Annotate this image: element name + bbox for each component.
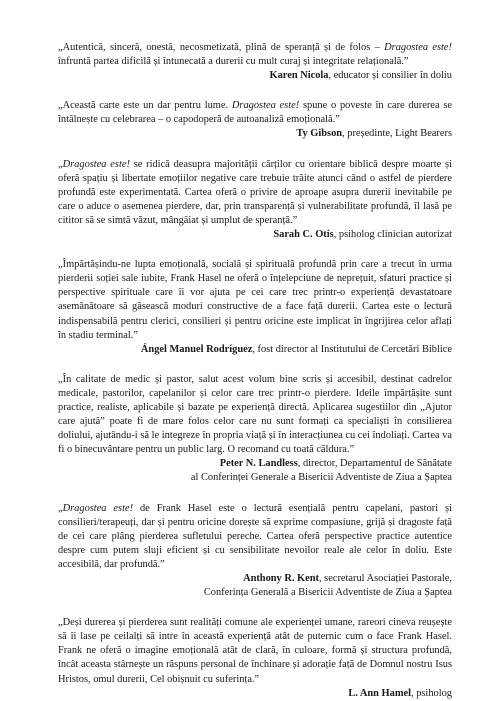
quote-text: „	[58, 158, 63, 170]
endorser-name: Ángel Manuel Rodríguez	[140, 343, 253, 355]
endorsement-block	[58, 616, 452, 701]
quote-text: „Deși durerea și pierderea sunt realități comune ale experienței umane, rareori cineva reușește să îi lase pe ceilalți să intre în această experiență atât de puternic cum o face Frank Hasel. Frank ne oferă o imagine emoțională atât de clară, în culoare, formă și structura profundă, încât aceasta stârnește un răspuns personal de închinare și adorație față de Domnul nostru Isus Hristos, omul durerii, Cel obișnuit cu suferința.”	[58, 617, 452, 685]
endorser-role: , educator și consilier în doliu	[328, 70, 452, 82]
quote-text: de Frank Hasel este o lectură esențială pentru capelani, pastori și consilieri/terapeuți, dar și pentru oricine dorește să exprime compasiune, grijă și dragoste față de cei care plâng pierderea sufletului pereche. Cartea oferă perspective practice autentice despre cum putem sluji eficient și cu sensibilitate nevoilor reale ale celor în doliu. Este accesibilă, dar profundă.”	[58, 502, 452, 570]
endorser-attribution	[58, 343, 452, 357]
endorser-attribution	[58, 471, 452, 485]
endorser-attribution	[58, 228, 452, 242]
quote-text: se ridică deasupra majorității cărților cu orientare biblică despre moarte și oferă spațiu și libertate emoțiilor negative care trebuie trăite atunci când o astfel de pierdere profundă este experimentată. Cartea oferă o privire de aproape asupra durerii inevitabile pe care o aduce o asemenea pierdere, dar, prin transparență și vulnerabilitate profundă, îl lasă pe cititor să se simtă văzut, mângâiat și umplut de speranță.”	[58, 158, 452, 226]
endorsements-list	[58, 41, 452, 701]
endorsement-quote	[58, 616, 452, 686]
book-title: Dragostea este!	[231, 100, 300, 112]
quote-text: „Autentică, sinceră, onestă, necosmetizată, plină de speranță și de folos –	[58, 42, 385, 53]
endorser-role: Conferința Generală a Bisericii Adventiste de Ziua a Șaptea	[203, 587, 452, 599]
endorser-role: , fost director al Institutului de Cercetări Biblice	[252, 343, 452, 355]
endorsement-block	[58, 41, 452, 83]
endorser-name: Karen Nicola	[269, 70, 329, 82]
endorsement-block	[58, 373, 452, 486]
quote-text: „Împărtășindu-ne lupta emoțională, socială și spirituală profundă prin care a trecut în urma pierderii soției sale iubite, Frank Hasel ne oferă o înțelepciune de neprețuit, sfaturi practice și perspective spirituale care îi vor ajuta pe cei care trec printr-o experiență devastatoare asemănătoare să găsească moduri constructive de a face față durerii. Cartea este o lectură indispensabilă pentru clerici, consilieri și pentru oricine este implicat în îngrijirea celor aflați în stadiu terminal.”	[58, 259, 452, 341]
endorser-name: Peter N. Landless	[219, 458, 298, 470]
book-title: Dragostea este!	[384, 42, 452, 53]
quote-text: „În calitate de medic și pastor, salut acest volum bine scris și accesibil, destinat cadrelor medicale, pastorilor, capelanilor și celor care trec printr-o pierdere. Ideile împărtășite sunt practice, realiste, aplicabile și bazate pe experiență directă. Aplicarea sugestiilor din „Ajutor care ajută” poate fi de mare folos celor care nu sunt formați ca specialiști în consilierea doliului, ajutându-i să le integreze în propria viață și în interacțiunea cu cei îndoliați. Cartea va fi o binecuvântare pentru un public larg. O recomand cu toată căldura.”	[58, 373, 452, 456]
endorsement-quote	[58, 502, 452, 572]
quote-text: „	[58, 502, 63, 514]
endorser-attribution	[58, 69, 452, 83]
endorser-role: al Conferinței Generale a Bisericii Adventiste de Ziua a Șaptea	[190, 472, 452, 484]
endorser-attribution	[58, 457, 452, 471]
endorser-attribution	[58, 127, 452, 141]
endorsement-quote	[58, 373, 452, 458]
book-title: Dragostea este!	[62, 502, 134, 514]
endorser-role: , director, Departamentul de Sănătate	[297, 458, 452, 470]
endorser-role: , psiholog	[411, 687, 452, 699]
endorser-name: L. Ann Hamel	[348, 687, 411, 699]
endorsement-quote	[58, 41, 452, 69]
endorser-name: Ty Gibson	[296, 128, 343, 140]
endorsement-block	[58, 258, 452, 357]
endorser-name: Sarah C. Otis	[273, 229, 334, 241]
endorsement-quote	[58, 258, 452, 343]
endorser-name: Anthony R. Kent	[243, 573, 319, 584]
quote-text: înfruntă partea dificilă și întunecată a durerii cu mult curaj și integritate relațională.”	[58, 56, 409, 68]
endorsement-block	[58, 99, 452, 141]
endorser-role: , secretarul Asociației Pastorale,	[318, 573, 452, 584]
book-title: Dragostea este!	[62, 158, 130, 170]
quote-text: „Această carte este un dar pentru lume.	[58, 100, 232, 112]
endorsement-quote	[58, 99, 452, 127]
endorser-attribution	[58, 586, 452, 600]
endorser-attribution	[58, 572, 452, 586]
endorser-role: , psiholog clinician autorizat	[333, 229, 452, 241]
endorsement-block	[58, 158, 452, 243]
endorsement-quote	[58, 158, 452, 228]
endorser-attribution	[58, 687, 452, 701]
endorsement-block	[58, 502, 452, 601]
quote-text: spune o poveste în care durerea se întâlnește cu celebrarea – o capodoperă de autoanaliză emoțională.”	[58, 100, 453, 126]
endorser-role: , președinte, Light Bearers	[342, 128, 452, 140]
